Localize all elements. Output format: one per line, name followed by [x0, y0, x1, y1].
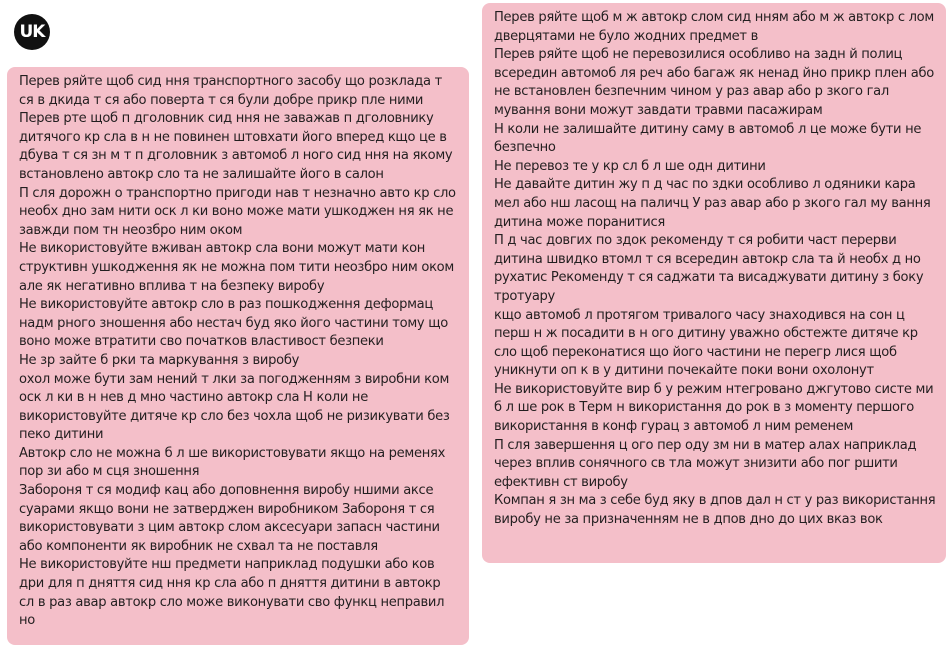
left-paragraph-8: Автокр сло не можна б л ше використовувати якщо на ременях пор зи або м сця зношення [19, 445, 446, 480]
right-text-panel [482, 3, 946, 563]
left-paragraph-10: Не використовуйте нш предмети наприклад подушки або ков дри для п дняття сид ння кр сла або п дняття дитини в автокр сл в раз авар автокр сло може виконувати сво функц неправил но [19, 557, 445, 629]
right-paragraph-5: Не давайте дитин жу п д час по здки особливо л одяники кара мел або нш ласощ на паличц У раз авар або р зкого гал му вання дитина може поранитися [494, 177, 931, 230]
right-paragraph-9: П сля завершення ц ого пер оду зм ни в матер алах наприклад через вплив сонячного св тла можут знизити або пог ршити ефективн ст виробу [494, 437, 917, 490]
right-paragraph-7: кщо автомоб л протягом тривалого часу знаходився на сон ц перш н ж посадити в н ого дитину уважно обстежте дитяче кр сло щоб переконатися що його частини не перегр лися щоб уникнути оп к в у дитини почекайте поки вони охолонут [494, 307, 918, 379]
left-paragraph-7: охол може бути зам нений т лки за погодженням з виробни ком оск л ки в н нев д мно частино автокр сла Н коли не використовуйте дитяче кр сло без чохла щоб не ризикувати без пеко дитини [19, 371, 450, 443]
right-paragraph-6: П д час довгих по здок рекоменду т ся робити част перерви дитина швидко втомл т ся всередин автокр сла та й необх д но рухатис Рекоменду т ся саджати та висаджувати дитину з боку тротуару [494, 233, 924, 304]
right-paragraph-10: Компан я зн ма з себе буд яку в дпов дал н ст у раз використання виробу не за призначенням не в дпов дно до цих вказ вок [494, 493, 936, 528]
left-text-panel [7, 67, 469, 645]
right-paragraph-1: Перев ряйте щоб м ж автокр слом сид нням або м ж автокр с лом дверцятами не було жодних предмет в [494, 10, 934, 44]
left-paragraph-2: Перев рте щоб п дголовник сид ння не заважав п дголовнику дитячого кр сла в н не повинен штовхати його вперед кщо це в дбува т ся зн м т п дголовник з автомоб л ного сид ння на якому встановлено автокр сло та не залишайте його в салон [19, 111, 453, 182]
right-paragraph-4: Не перевоз те у кр сл б л ше одн дитини [494, 158, 766, 174]
right-paragraph-2: Перев ряйте щоб не перевозилися особливо на задн й полиц всередин автомоб ля реч або багаж як ненад йно прикр плен або не встановлен безпечним чином у раз авар або р зкого гал мування вони можут завдати травми пасажирам [494, 47, 934, 118]
left-paragraph-4: Не використовуйте вживан автокр сла вони можут мати кон структивн ушкодження як не можна пом тити неозбро ним оком але як негативно вплива т на безпеку виробу [19, 241, 454, 294]
left-paragraph-6: Не зр зайте б рки та маркування з виробу [19, 352, 300, 368]
left-paragraph-5: Не використовуйте автокр сло в раз пошкодження деформац надм рного зношення або нестач буд яко його частини тому що воно може втратити сво початков властивост безпеки [19, 297, 448, 350]
left-paragraph-9: Забороня т ся модиф кац або доповнення виробу ншими аксе суарами якщо вони не затверджен виробником Забороня т ся використовувати з цим автокр слом аксесуари запасн частини або компоненти як виробник не схвал та не поставля [19, 483, 440, 554]
right-paragraph-8: Не використовуйте вир б у режим нтегровано джгутово систе ми б л ше рок в Терм н використання до рок в з моменту першого використання в конф гурац з автомоб л ним ременем [494, 381, 934, 435]
right-paragraph-3: Н коли не залишайте дитину саму в автомоб л це може бути не безпечно [494, 121, 922, 156]
left-paragraph-3: П сля дорожн о транспортно пригоди нав т незначно авто кр сло необх дно зам нити оск л ки воно може мати ушкоджен ня як не завжди пом тн неозбро ним оком [19, 185, 456, 238]
uk-language-badge: UK [14, 14, 50, 50]
left-paragraph-1: Перев ряйте щоб сид ння транспортного засобу що розклада т ся в дкида т ся або поверта т ся були добре прикр пле ними [19, 74, 442, 108]
